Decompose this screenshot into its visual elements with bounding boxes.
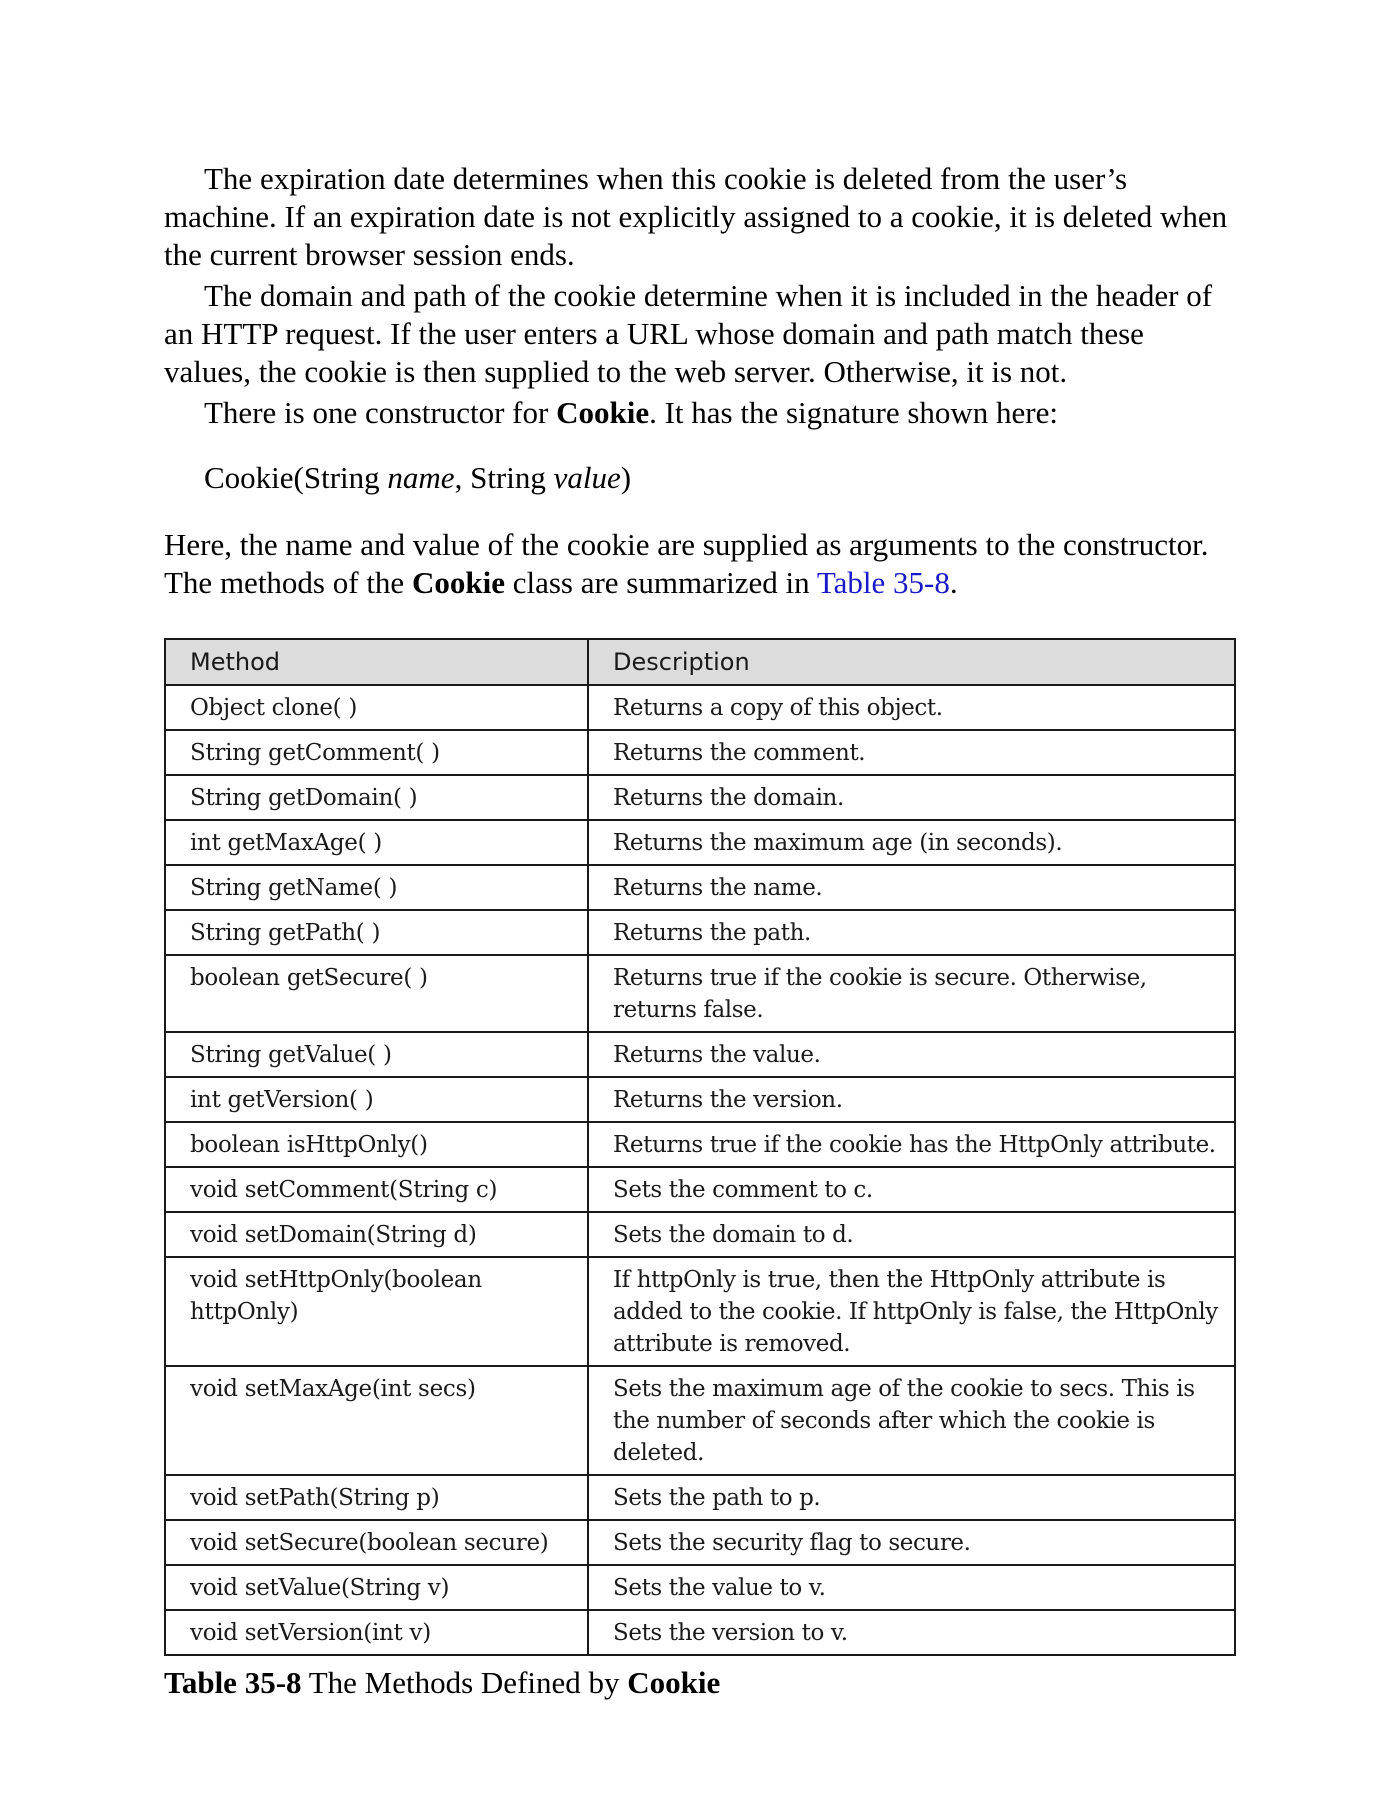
method-cell: boolean isHttpOnly() xyxy=(165,1122,588,1167)
table-body xyxy=(165,685,1235,1655)
table-header-row xyxy=(165,639,1235,685)
table-row xyxy=(165,730,1235,775)
table-caption xyxy=(164,1664,1236,1702)
description-cell: Sets the comment to c. xyxy=(588,1167,1235,1212)
description-cell: Sets the domain to d. xyxy=(588,1212,1235,1257)
table-row xyxy=(165,1122,1235,1167)
table-row xyxy=(165,865,1235,910)
method-cell: String getValue( ) xyxy=(165,1032,588,1077)
signature-text: , String xyxy=(454,460,554,495)
method-cell: String getPath( ) xyxy=(165,910,588,955)
caption-class-name: Cookie xyxy=(627,1665,721,1700)
description-cell: Sets the security flag to secure. xyxy=(588,1520,1235,1565)
description-cell: Sets the value to v. xyxy=(588,1565,1235,1610)
caption-label: Table 35-8 xyxy=(164,1665,302,1700)
method-cell: boolean getSecure( ) xyxy=(165,955,588,1032)
table-row xyxy=(165,1032,1235,1077)
table-row xyxy=(165,1212,1235,1257)
header-description: Description xyxy=(588,639,1235,685)
constructor-text-end: . It has the signature shown here: xyxy=(649,395,1058,430)
description-cell: Returns the path. xyxy=(588,910,1235,955)
table-row xyxy=(165,910,1235,955)
description-cell: If httpOnly is true, then the HttpOnly attribute is added to the cookie. If httpOnly is false, the HttpOnly attribute is removed. xyxy=(588,1257,1235,1366)
table-row xyxy=(165,685,1235,730)
caption-text: The Methods Defined by xyxy=(301,1665,628,1700)
table-row xyxy=(165,1077,1235,1122)
signature-arg-value: value xyxy=(553,460,621,495)
method-cell: void setSecure(boolean secure) xyxy=(165,1520,588,1565)
method-cell: Object clone( ) xyxy=(165,685,588,730)
table-row xyxy=(165,775,1235,820)
method-cell: void setHttpOnly(boolean httpOnly) xyxy=(165,1257,588,1366)
method-cell: String getComment( ) xyxy=(165,730,588,775)
table-reference-link[interactable]: Table 35-8 xyxy=(816,565,950,600)
table-row xyxy=(165,1520,1235,1565)
intro-text: class are summarized in xyxy=(504,565,817,600)
description-cell: Returns the comment. xyxy=(588,730,1235,775)
signature-arg-name: name xyxy=(387,460,455,495)
header-method: Method xyxy=(165,639,588,685)
description-cell: Returns true if the cookie is secure. Otherwise, returns false. xyxy=(588,955,1235,1032)
intro-text: . xyxy=(949,565,958,600)
table-row xyxy=(165,1167,1235,1212)
method-cell: void setPath(String p) xyxy=(165,1475,588,1520)
method-cell: void setDomain(String d) xyxy=(165,1212,588,1257)
table-row xyxy=(165,1257,1235,1366)
paragraph-expiration: The expiration date determines when this cookie is deleted from the user’s machine. If an expiration date is not explicitly assigned to a cookie, it is deleted when the current browser session ends. xyxy=(164,161,1228,272)
description-cell: Returns a copy of this object. xyxy=(588,685,1235,730)
constructor-text: There is one constructor for xyxy=(204,395,557,430)
table-row xyxy=(165,820,1235,865)
signature-text: ) xyxy=(620,460,632,495)
description-cell: Returns the value. xyxy=(588,1032,1235,1077)
table-row xyxy=(165,1565,1235,1610)
class-name-bold: Cookie xyxy=(556,395,650,430)
method-cell: String getName( ) xyxy=(165,865,588,910)
method-cell: void setComment(String c) xyxy=(165,1167,588,1212)
methods-table xyxy=(164,638,1236,1656)
table-row xyxy=(165,955,1235,1032)
method-cell: void setMaxAge(int secs) xyxy=(165,1366,588,1475)
paragraph-constructor xyxy=(164,394,1236,432)
document-page xyxy=(164,160,1236,1702)
paragraph-methods-intro xyxy=(164,526,1236,602)
description-cell: Returns the maximum age (in seconds). xyxy=(588,820,1235,865)
class-name-bold: Cookie xyxy=(411,565,505,600)
method-cell: void setValue(String v) xyxy=(165,1565,588,1610)
table-row xyxy=(165,1366,1235,1475)
description-cell: Returns the name. xyxy=(588,865,1235,910)
description-cell: Sets the version to v. xyxy=(588,1610,1235,1655)
description-cell: Sets the path to p. xyxy=(588,1475,1235,1520)
signature-text: Cookie(String xyxy=(204,460,388,495)
constructor-signature xyxy=(204,459,1236,497)
method-cell: int getMaxAge( ) xyxy=(165,820,588,865)
description-cell: Returns the version. xyxy=(588,1077,1235,1122)
intro-text: Here, the name and value of the cookie are supplied as arguments to the constructor. The methods of the xyxy=(164,527,1209,600)
description-cell: Returns the domain. xyxy=(588,775,1235,820)
method-cell: int getVersion( ) xyxy=(165,1077,588,1122)
table-row xyxy=(165,1610,1235,1655)
paragraph-domain-path: The domain and path of the cookie determine when it is included in the header of an HTTP request. If the user enters a URL whose domain and path match these values, the cookie is then supplied to the web server. Otherwise, it is not. xyxy=(164,278,1213,389)
table-row xyxy=(165,1475,1235,1520)
method-cell: String getDomain( ) xyxy=(165,775,588,820)
description-cell: Sets the maximum age of the cookie to secs. This is the number of seconds after which the cookie is deleted. xyxy=(588,1366,1235,1475)
method-cell: void setVersion(int v) xyxy=(165,1610,588,1655)
description-cell: Returns true if the cookie has the HttpOnly attribute. xyxy=(588,1122,1235,1167)
methods-table-container xyxy=(164,638,1234,1656)
